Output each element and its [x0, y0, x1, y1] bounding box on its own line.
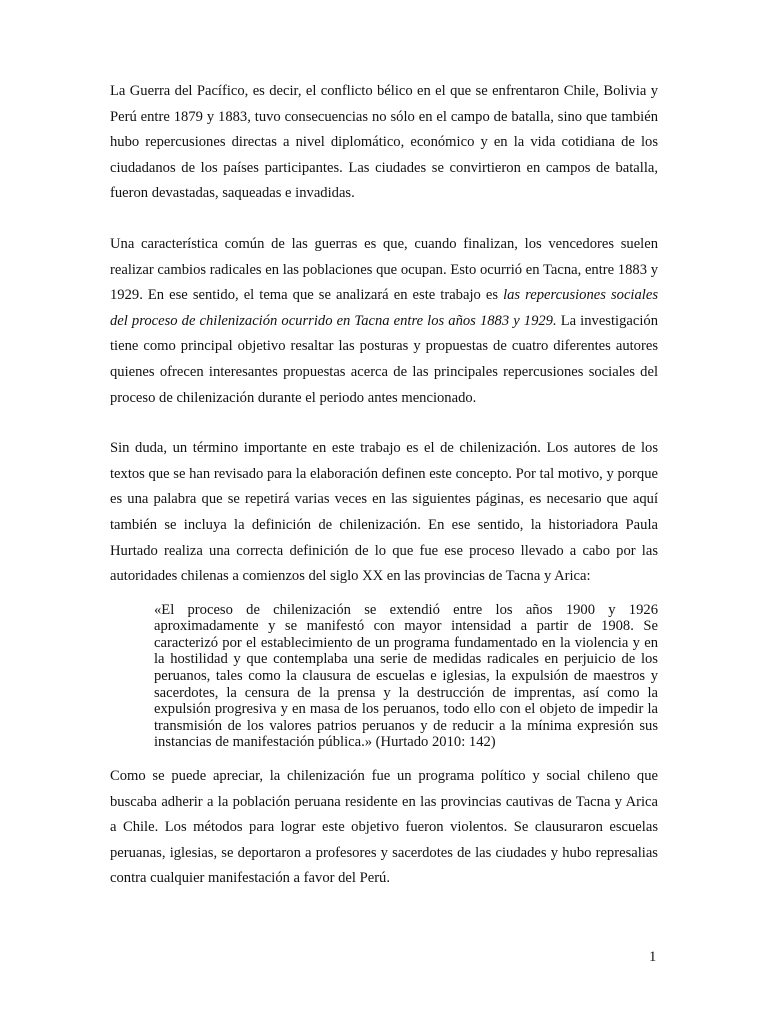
- page-number: 1: [649, 949, 657, 965]
- paragraph-topic-text-start: Una característica común de las guerras es que, cuando finalizan, los vencedores suelen realizar cambios radicales en las poblaciones que ocupan. Esto ocurrió en Tacna, entre 1883 y 1929. En ese sentido, el tema que se analizará en este trabajo es: [110, 235, 658, 304]
- block-quote: «El proceso de chilenización se extendió entre los años 1900 y 1926 aproximadamente y se manifestó con mayor intensidad a partir de 1908. Se caracterizó por el establecimiento de un programa fundamentado en la violencia y en la hostilidad y que contemplaba una serie de medidas radicales en perjuicio de los peruanos, tales como la clausura de escuelas e iglesias, la expulsión de maestros y sacerdotes, la censura de la prensa y la destrucción de imprentas, así como la expulsión progresiva y en masa de los peruanos, todo ello con el objeto de impedir la transmisión de los valores patrios peruanos y de reducir a la mínima expresión sus instancias de manifestación pública.» (Hurtado 2010: 142): [154, 601, 658, 751]
- paragraph-topic: [110, 232, 658, 411]
- paragraph-topic-text-end: La investigación tiene como principal objetivo resaltar las posturas y propuestas de cuatro diferentes autores quienes ofrecen interesantes propuestas acerca de las principales repercusiones sociales del proceso de chilenización durante el periodo antes mencionado.: [110, 312, 658, 406]
- paragraph-conclusion: Como se puede apreciar, la chilenización fue un programa político y social chileno que buscaba adherir a la población peruana residente en las provincias cautivas de Tacna y Arica a Chile. Los métodos para lograr este objetivo fueron violentos. Se clausuraron escuelas peruanas, iglesias, se deportaron a profesores y sacerdotes de las ciudades y hubo represalias contra cualquier manifestación a favor del Perú.: [110, 768, 658, 887]
- paragraph-topic-italic-title: las repercusiones sociales del proceso de chilenización ocurrido en Tacna entre los años 1883 y 1929.: [110, 287, 658, 329]
- document-page: [110, 79, 658, 892]
- paragraph-intro: La Guerra del Pacífico, es decir, el conflicto bélico en el que se enfrentaron Chile, Bolivia y Perú entre 1879 y 1883, tuvo consecuencias no sólo en el campo de batalla, sino que también hubo repercusiones directas a nivel diplomático, económico y en la vida cotidiana de los ciudadanos de los países participantes. Las ciudades se convirtieron en campos de batalla, fueron devastadas, saqueadas e invadidas.: [110, 83, 658, 202]
- paragraph-definition: Sin duda, un término importante en este trabajo es el de chilenización. Los autores de los textos que se han revisado para la elaboración definen este concepto. Por tal motivo, y porque es una palabra que se repetirá varias veces en las siguientes páginas, es necesario que aquí también se incluya la definición de chilenización. En ese sentido, la historiadora Paula Hurtado realiza una correcta definición de lo que fue ese proceso llevado a cabo por las autoridades chilenas a comienzos del siglo XX en las provincias de Tacna y Arica:: [110, 440, 658, 585]
